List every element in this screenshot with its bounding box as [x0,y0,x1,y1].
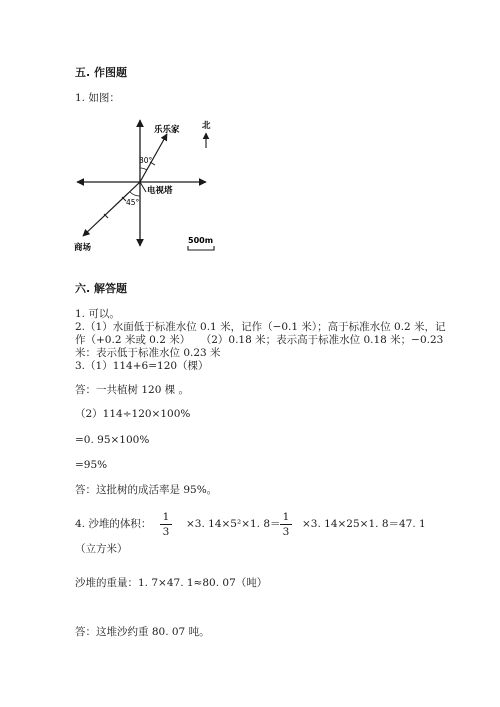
fraction-one-third-a: 1 3 [160,511,172,538]
answer-3-step3: =95% [75,459,108,471]
answer-2-line3: 米：表示低于标准水位 0.23 米 [75,347,221,359]
angle-bottom-label: 45° [126,198,140,207]
answer-4-ans: 答：这堆沙约重 80. 07 吨。 [75,626,210,638]
answer-2-line1: 2.（1）水面低于标准水位 0.1 米，记作（−0.1 米）；高于标准水位 0.2 米，记 [75,321,446,333]
label-mall: 商场 [74,243,92,253]
fraction-one-third-b: 1 3 [280,511,292,538]
q1-label: 1. 如图： [75,92,120,104]
answer-4-lead: 4. 沙堆的体积： [75,518,152,530]
answer-4-weight: 沙堆的重量：1. 7×47. 1≈80. 07（吨） [75,577,268,589]
section6-heading: 六. 解答题 [75,282,128,295]
label-north: 北 [202,121,211,131]
position-diagram [0,112,500,272]
answer-3-line1: 3.（1）114+6=120（棵） [75,360,209,372]
answer-4-expr2: ×3. 14×25×1. 8＝47. 1 [302,518,426,530]
answer-3-ans2: 答：这批树的成活率是 95%。 [75,484,218,496]
answer-4-unit: （立方米） [75,543,128,555]
answer-2-line2: 作（+0.2 米或 0.2 米） （2）0.18 米；表示高于标准水位 0.18 米；−0.23 [75,334,444,346]
section5-heading: 五. 作图题 [75,66,128,79]
answer-1: 1. 可以。 [75,308,120,320]
label-lele-home: 乐乐家 [154,125,180,135]
scale-bar [188,246,214,250]
scale-label: 500m [188,236,214,245]
line-to-mall [83,182,140,236]
angle-top-label: 30° [139,156,153,165]
answer-3-step2: =0. 95×100% [75,434,150,446]
answer-4-expr1: ×3. 14×5²×1. 8＝ [186,518,281,530]
answer-3-part2: （2）114÷120×100% [75,408,191,420]
label-tv-tower: 电视塔 [147,186,173,196]
answer-3-ans1: 答：一共植树 120 棵 。 [75,384,190,396]
